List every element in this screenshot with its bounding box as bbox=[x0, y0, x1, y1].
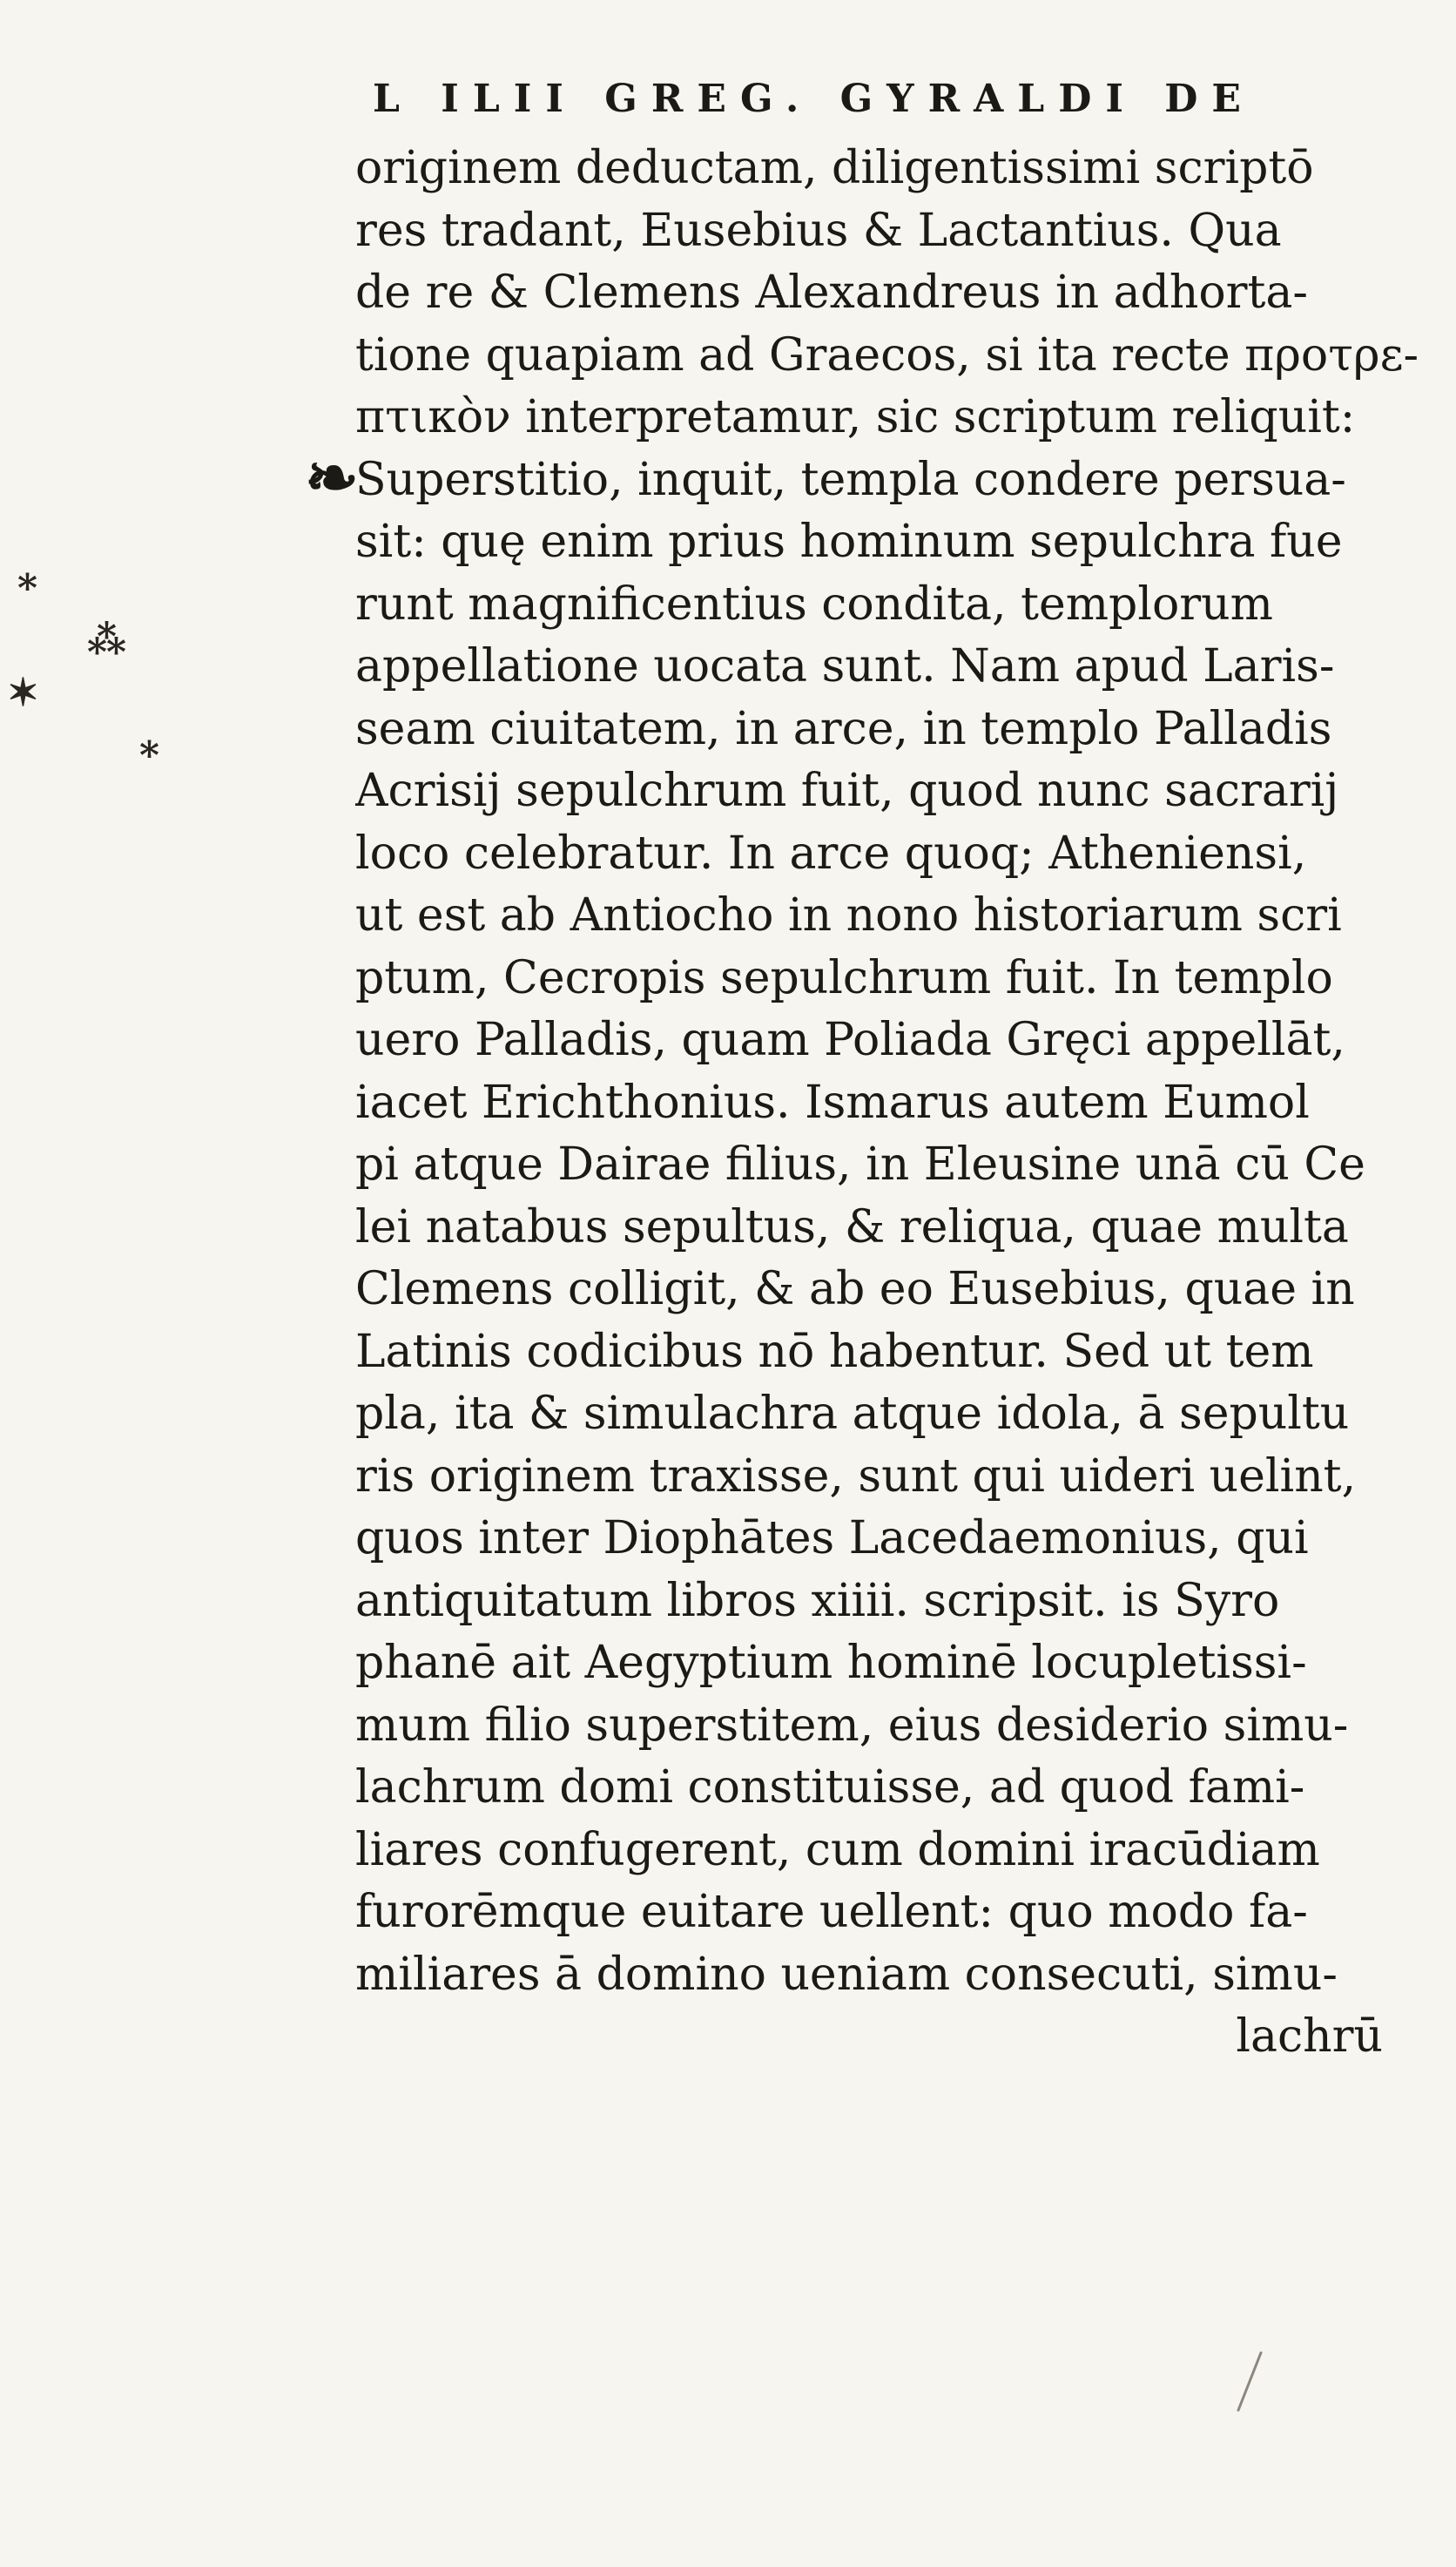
margin-mark: ⁂ bbox=[87, 618, 127, 663]
ornamental-initial: ❧ bbox=[305, 441, 360, 516]
text-line: ris originem traxisse, sunt qui uideri uelint, bbox=[355, 1449, 1357, 1503]
text-line: iacet Erichthonius. Ismarus autem Eumol bbox=[355, 1076, 1310, 1129]
text-line: lachrum domi constituisse, ad quod fami- bbox=[355, 1761, 1305, 1814]
text-line: res tradant, Eusebius & Lactantius. Qua bbox=[355, 204, 1282, 257]
text-line: pi atque Dairae filius, in Eleusine unā cū Ce bbox=[355, 1138, 1365, 1191]
text-line: Latinis codicibus nō habentur. Sed ut tem bbox=[355, 1325, 1314, 1378]
text-line: Acrisij sepulchrum fuit, quod nunc sacrarij bbox=[355, 765, 1339, 817]
margin-mark: ✶ bbox=[7, 671, 39, 715]
text-line: ptum, Cecropis sepulchrum fuit. In templo bbox=[355, 951, 1333, 1004]
text-line: ut est ab Antiocho in nono historiarum scri bbox=[355, 889, 1342, 942]
text-line: uero Palladis, quam Poliada Gręci appellāt, bbox=[355, 1014, 1345, 1066]
body-text bbox=[355, 138, 1435, 2069]
text-line: mum filio superstitem, eius desiderio simu- bbox=[355, 1699, 1349, 1752]
text-line: seam ciuitatem, in arce, in templo Palladis bbox=[355, 702, 1332, 755]
margin-mark: ⁎ bbox=[139, 723, 160, 767]
text-line: de re & Clemens Alexandreus in adhorta- bbox=[355, 267, 1309, 319]
text-line: tione quapiam ad Graecos, si ita recte προτρε- bbox=[355, 328, 1419, 382]
text-line: appellatione uocata sunt. Nam apud Laris- bbox=[355, 640, 1335, 692]
text-line: originem deductam, diligentissimi scriptō bbox=[355, 142, 1314, 194]
pen-mark bbox=[1223, 2347, 1275, 2417]
text-line: furorēmque euitare uellent: quo modo fa- bbox=[355, 1886, 1308, 1938]
text-line: pla, ita & simulachra atque idola, ā sepultu bbox=[355, 1388, 1350, 1440]
margin-mark: * bbox=[17, 566, 38, 611]
text-line: loco celebratur. In arce quoq; Atheniensi, bbox=[355, 827, 1307, 880]
text-line: lei natabus sepultus, & reliqua, quae multa bbox=[355, 1200, 1349, 1253]
catchword: lachrū bbox=[1236, 2010, 1383, 2063]
text-line: miliares ā domino ueniam consecuti, simu- bbox=[355, 1948, 1338, 2001]
text-line: sit: quę enim prius hominum sepulchra fue bbox=[355, 516, 1343, 568]
text-line: liares confugerent, cum domini iracūdiam bbox=[355, 1823, 1320, 1876]
running-head: L ILII GREG. GYRALDI DE bbox=[373, 77, 1255, 121]
text-line: Clemens colligit, & ab eo Eusebius, quae in bbox=[355, 1263, 1355, 1315]
text-line: quos inter Diophātes Lacedaemonius, qui bbox=[355, 1512, 1309, 1564]
text-line: phanē ait Aegyptium hominē locupletissi- bbox=[355, 1637, 1307, 1689]
marginal-annotations bbox=[0, 540, 348, 819]
text-line: Superstitio, inquit, templa condere persua- bbox=[355, 453, 1346, 506]
text-line: antiquitatum libros xiiii. scripsit. is Syro bbox=[355, 1574, 1280, 1627]
text-line: πτικὸν interpretamur, sic scriptum reliquit: bbox=[355, 391, 1356, 443]
text-line: runt magnificentius condita, templorum bbox=[355, 578, 1273, 631]
